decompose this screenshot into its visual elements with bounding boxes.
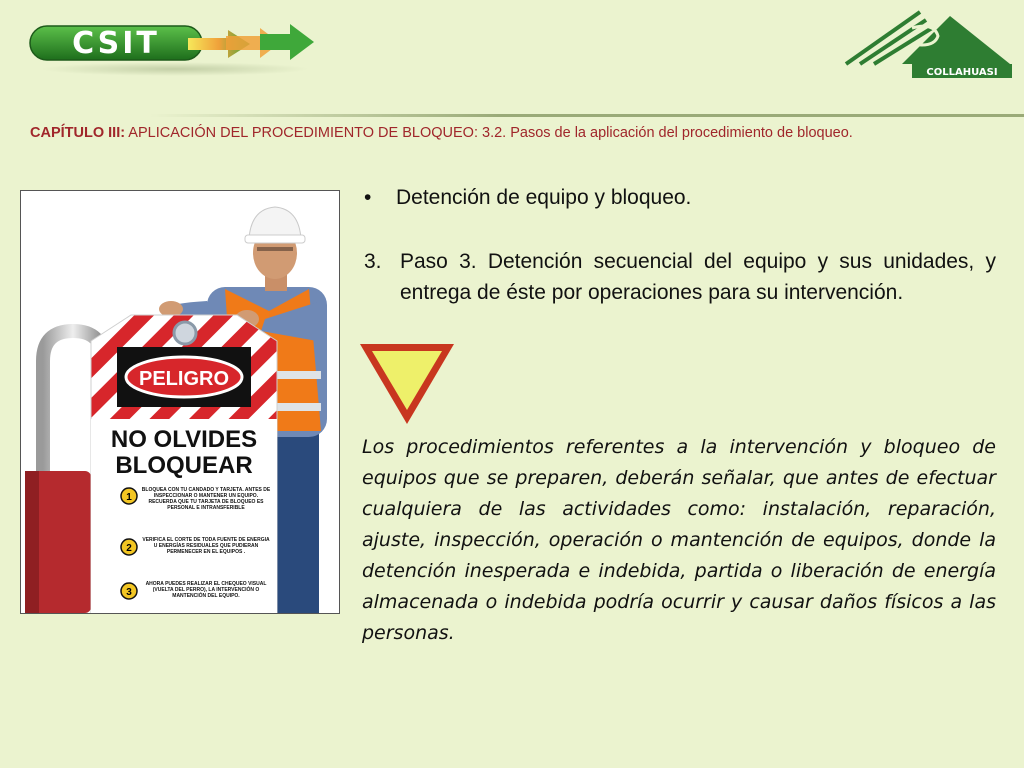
tag-title-line1: NO OLVIDES <box>110 426 258 453</box>
tag-step-number-2: 2 <box>126 543 132 554</box>
tag-step-1-text: BLOQUEA CON TU CANDADO Y TARJETA. ANTES DE INSPECCIONAR O MANTENER UN EQUIPO. RECUERDA QUE TU TARJETA DE BLOQUEO ES PERSONAL E INTRANSFERIBLE <box>141 487 271 511</box>
tag-step-number-1: 1 <box>126 492 132 503</box>
bullet-symbol: • <box>364 186 372 209</box>
chapter-heading <box>30 124 990 143</box>
tag-step-number-3: 3 <box>126 587 132 598</box>
lockout-photo <box>20 190 340 614</box>
csit-logo <box>28 14 318 74</box>
lockout-illustration <box>21 191 339 613</box>
procedure-paragraph: Los procedimientos referentes a la intervención y bloqueo de equipos que se preparen, deberán señalar, que antes de efectuar cualquiera de las actividades como: instalación, reparación, ajuste, inspección, operación o mantención de equipos, donde la detención inesperada e indebida, partida o liberación de energía almacenada o indebida podría ocurrir y causar daños físicos a las personas. <box>362 436 996 644</box>
collahuasi-logo-text: COLLAHUASI <box>926 67 998 78</box>
csit-logo-text: CSIT <box>72 26 160 61</box>
chapter-title: APLICACIÓN DEL PROCEDIMIENTO DE BLOQUEO: 3.2. Pasos de la aplicación del procedimiento de bloqueo. <box>125 125 853 141</box>
step-text: Paso 3. Detención secuencial del equipo y sus unidades, y entrega de éste por operaciones para su intervención. <box>400 250 996 304</box>
step-number: 3. <box>364 250 382 273</box>
bullet-item <box>364 186 691 210</box>
header-divider <box>150 114 1024 117</box>
tag-step-3-text: AHORA PUEDES REALIZAR EL CHEQUEO VISUAL (VUELTA DEL PERRO), LA INTERVENCIÓN O MANTENCIÓN DEL EQUIPO. <box>145 581 267 599</box>
step-item <box>364 246 996 308</box>
bullet-text: Detención de equipo y bloqueo. <box>396 186 692 209</box>
collahuasi-logo <box>842 8 1012 80</box>
tag-step-2-text: VERIFICA EL CORTE DE TODA FUENTE DE ENERGÍA U ENERGÍAS RESIDUALES QUE PUDIERAN PERMENECER EN EL EQUIPOS . <box>142 537 270 555</box>
tag-title-line2: BLOQUEAR <box>115 452 253 479</box>
chapter-label: CAPÍTULO III: <box>30 125 126 141</box>
warning-triangle-icon <box>356 340 458 430</box>
tag-danger-label: PELIGRO <box>138 368 230 390</box>
